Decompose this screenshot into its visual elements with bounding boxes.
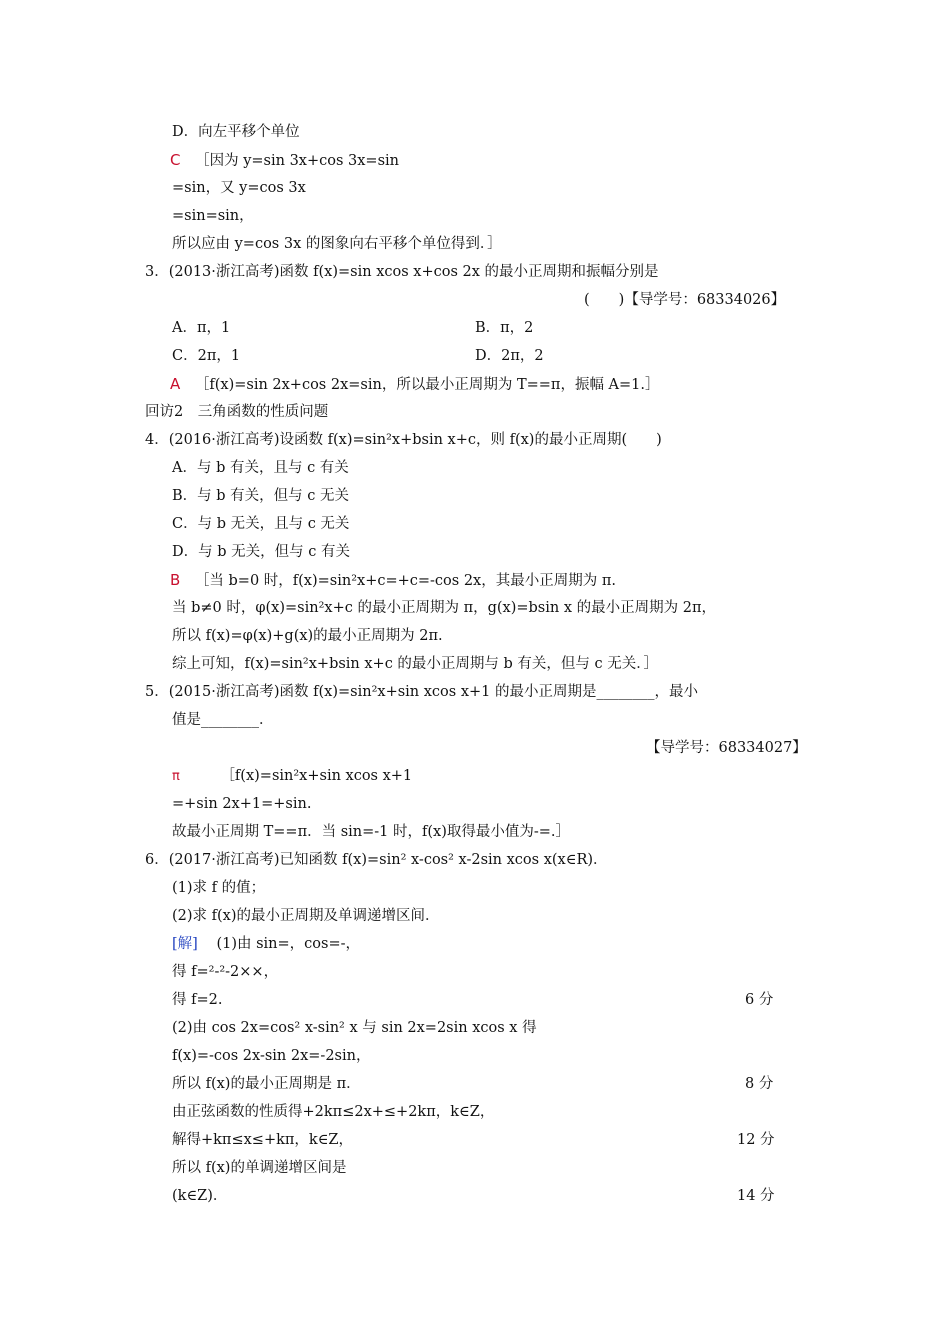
q5-answer-symbol: π [172, 769, 180, 784]
q6-step-3: 得 f=2. [172, 992, 223, 1008]
q6-step-2: 得 f=²-²-2××， [172, 964, 279, 980]
q4-option-a: A．与 b 有关，且与 c 有关 [172, 460, 349, 476]
q2-solution-line-1: ［因为 y=sin 3x+cos 3x=sin [195, 153, 399, 169]
q5-stem-line-2: 值是________． [172, 712, 274, 728]
q6-part-2: (2)求 f(x)的最小正周期及单调递增区间． [172, 908, 440, 924]
q3-ref-number: ( )【导学号：68334026】 [584, 292, 786, 308]
q6-score-step-10: 14 分 [737, 1188, 775, 1204]
q6-step-8: 解得+kπ≤x≤+kπ，k∈Z， [172, 1132, 354, 1148]
q4-stem: 4．(2016·浙江高考)设函数 f(x)=sin²x+bsin x+c，则 f(x)的最小正周期( ) [145, 432, 662, 448]
q4-solution-line-4: 综上可知，f(x)=sin²x+bsin x+c 的最小正周期与 b 有关，但与 c 无关．］ [172, 656, 659, 672]
q6-step-6: 所以 f(x)的最小正周期是 π． [172, 1076, 361, 1092]
q2-solution-line-4: 所以应由 y=cos 3x 的图象向右平移个单位得到．］ [172, 236, 502, 252]
q6-step-7: 由正弦函数的性质得+2kπ≤2x+≤+2kπ，k∈Z， [172, 1104, 495, 1120]
q3-stem: 3．(2013·浙江高考)函数 f(x)=sin xcos x+cos 2x 的最小正周期和振幅分别是 [145, 264, 659, 280]
q5-solution-line-1: ［f(x)=sin²x+sin xcos x+1 [220, 768, 413, 784]
q6-part-1: (1)求 f 的值； [172, 880, 266, 896]
q6-step-1: (1)由 sin=，cos=-， [216, 936, 360, 952]
q3-option-b: B．π，2 [475, 320, 534, 336]
q6-score-step-8: 12 分 [737, 1132, 775, 1148]
q6-score-step-6: 8 分 [745, 1076, 774, 1092]
q3-solution: ［f(x)=sin 2x+cos 2x=sin，所以最小正周期为 T==π，振幅 A=1.］ [194, 377, 660, 393]
q6-step-4: (2)由 cos 2x=cos² x-sin² x 与 sin 2x=2sin xcos x 得 [172, 1020, 537, 1036]
q4-option-c: C．与 b 无关，且与 c 无关 [172, 516, 350, 532]
q3-answer-letter: A [170, 375, 181, 393]
q3-option-c: C．2π，1 [172, 348, 241, 364]
q4-solution-line-3: 所以 f(x)=φ(x)+g(x)的最小正周期为 2π. [172, 628, 443, 644]
q3-option-a: A．π，1 [172, 320, 231, 336]
q2-answer-letter: C [170, 151, 181, 169]
q4-solution-line-2: 当 b≠0 时，φ(x)=sin²x+c 的最小正周期为 π，g(x)=bsin x 的最小正周期为 2π， [172, 600, 716, 616]
q4-answer-letter: B [170, 571, 181, 589]
q5-stem-line-1: 5．(2015·浙江高考)函数 f(x)=sin²x+sin xcos x+1 的最小正周期是________，最小 [145, 684, 698, 700]
section-heading: 回访2 三角函数的性质问题 [145, 404, 329, 420]
q6-stem: 6．(2017·浙江高考)已知函数 f(x)=sin² x-cos² x-2sin xcos x(x∈R)． [145, 852, 608, 868]
q5-solution-line-3: 故最小正周期 T==π．当 sin=-1 时，f(x)取得最小值为-=.］ [172, 824, 571, 840]
q6-step-10: (k∈Z)． [172, 1188, 228, 1204]
q2-solution-line-2: =sin，又 y=cos 3x [172, 180, 306, 196]
q4-solution-line-1: ［当 b=0 时，f(x)=sin²x+c=+c=-cos 2x，其最小正周期为 π. [194, 573, 616, 589]
q6-score-step-3: 6 分 [745, 992, 774, 1008]
q3-option-d: D．2π，2 [475, 348, 544, 364]
q2-solution-line-3: =sin=sin， [172, 208, 254, 224]
q6-step-5: f(x)=-cos 2x-sin 2x=-2sin， [172, 1048, 371, 1064]
q4-option-d: D．与 b 无关，但与 c 有关 [172, 544, 350, 560]
q5-ref-number: 【导学号：68334027】 [646, 740, 807, 756]
q6-jie-label: [解] [172, 936, 198, 952]
q5-solution-line-2: =+sin 2x+1=+sin. [172, 796, 312, 812]
q2-option-d: D．向左平移个单位 [172, 124, 300, 140]
q6-step-9: 所以 f(x)的单调递增区间是 [172, 1160, 347, 1176]
q4-option-b: B．与 b 有关，但与 c 无关 [172, 488, 349, 504]
